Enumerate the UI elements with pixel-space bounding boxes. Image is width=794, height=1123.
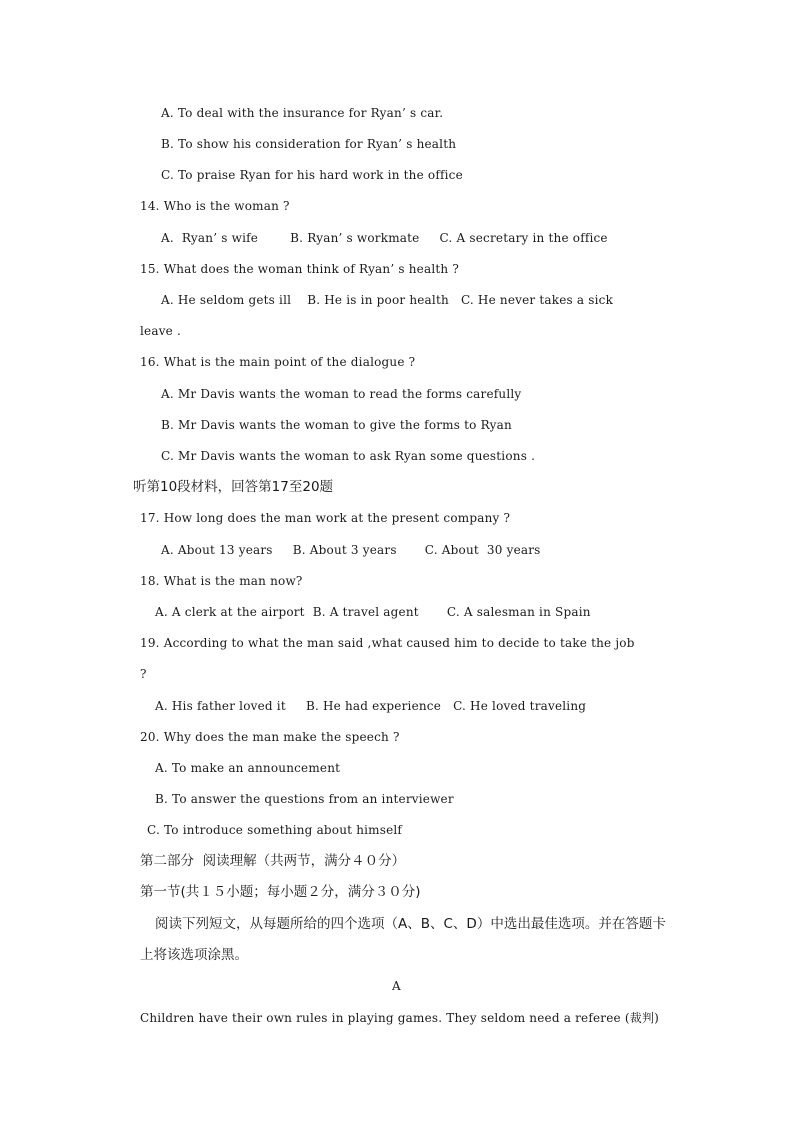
- q19-options: A. His father loved it B. He had experience C. He loved traveling: [155, 699, 587, 713]
- q15-options: A. He seldom gets ill B. He is in poor health C. He never takes a sick: [161, 293, 614, 307]
- q16-option-b: B. Mr Davis wants the woman to give the forms to Ryan: [161, 418, 512, 432]
- question-17: 17. How long does the man work at the present company ?: [140, 511, 511, 525]
- part-2-heading: 第二部分 阅读理解（共两节，满分４０分）: [140, 853, 406, 869]
- q13-option-a: A. To deal with the insurance for Ryan’ s car.: [161, 106, 444, 120]
- question-19: 19. According to what the man said ,what caused him to decide to take the job: [140, 636, 635, 650]
- passage-label: A: [392, 979, 401, 993]
- q20-option-b: B. To answer the questions from an interviewer: [155, 792, 454, 806]
- question-20: 20. Why does the man make the speech ?: [140, 730, 400, 744]
- q18-options: A. A clerk at the airport B. A travel agent C. A salesman in Spain: [155, 605, 591, 619]
- passage-a-line-1: Children have their own rules in playing games. They seldom need a referee (裁判): [140, 1011, 660, 1025]
- q16-option-c: C. Mr Davis wants the woman to ask Ryan some questions .: [161, 449, 536, 463]
- q14-options: A. Ryan’ s wife B. Ryan’ s workmate C. A secretary in the office: [161, 231, 608, 245]
- instructions-line-2: 上将该选项涂黑。: [140, 947, 248, 963]
- q17-options: A. About 13 years B. About 3 years C. About 30 years: [161, 543, 541, 557]
- question-16: 16. What is the main point of the dialogue ?: [140, 355, 416, 369]
- q13-option-b: B. To show his consideration for Ryan’ s health: [161, 137, 457, 151]
- q15-options-continued: leave .: [140, 324, 182, 338]
- section-10-heading: 听第10段材料，回答第17至20题: [133, 479, 334, 495]
- section-1-heading: 第一节(共１５小题；每小题２分，满分３０分): [140, 884, 421, 900]
- q20-option-c: C. To introduce something about himself: [147, 823, 403, 837]
- instructions-line-1: 阅读下列短文，从每题所给的四个选项（A、B、C、D）中选出最佳选项。并在答题卡: [155, 916, 666, 932]
- question-14: 14. Who is the woman ?: [140, 199, 290, 213]
- q13-option-c: C. To praise Ryan for his hard work in the office: [161, 168, 463, 182]
- question-15: 15. What does the woman think of Ryan’ s health ?: [140, 262, 459, 276]
- q16-option-a: A. Mr Davis wants the woman to read the forms carefully: [161, 387, 522, 401]
- question-19-continued: ?: [140, 667, 147, 681]
- q20-option-a: A. To make an announcement: [155, 761, 341, 775]
- question-18: 18. What is the man now?: [140, 574, 303, 588]
